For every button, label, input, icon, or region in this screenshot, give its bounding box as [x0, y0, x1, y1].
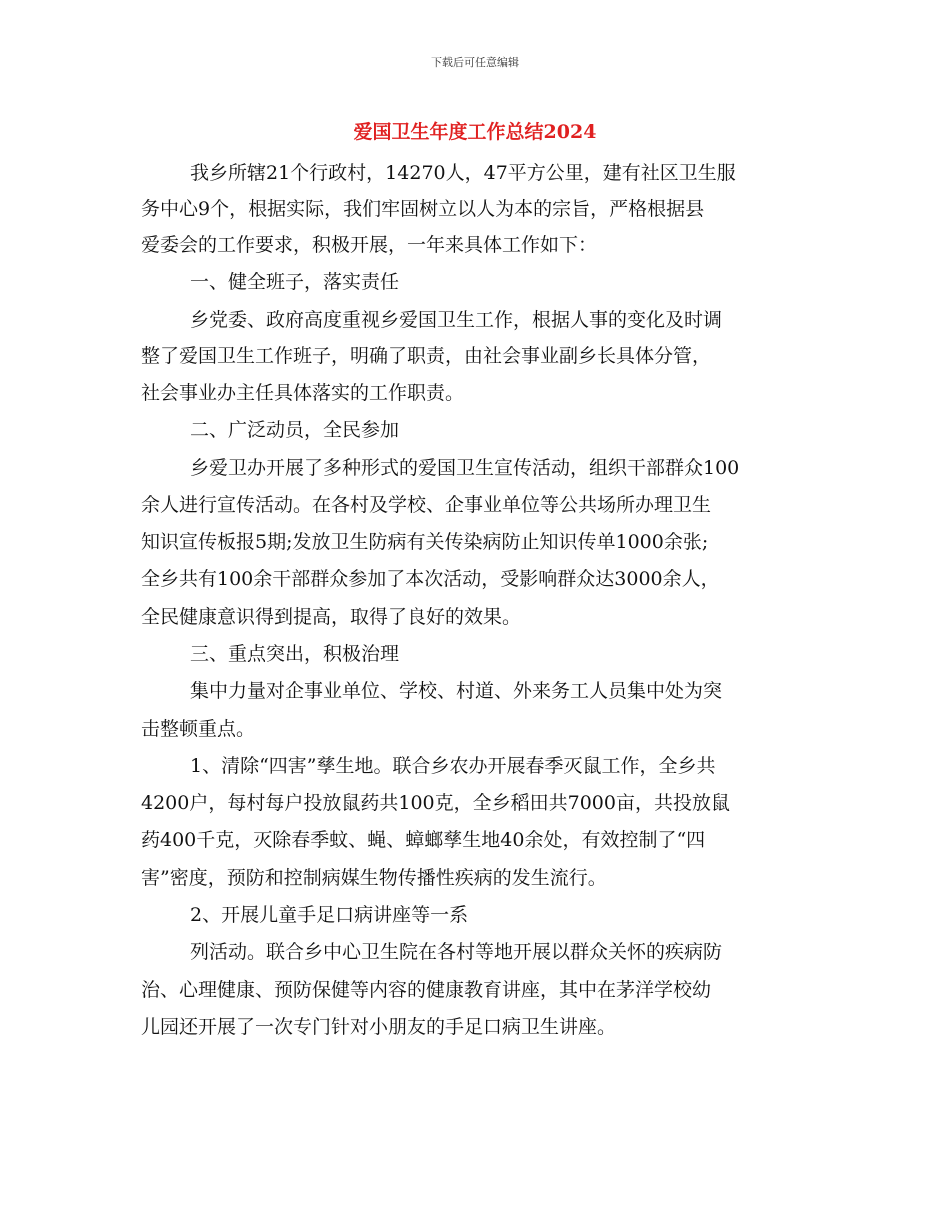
paragraph-line: 害”密度，预防和控制病媒生物传播性疾病的发生流行。 — [141, 867, 607, 889]
paragraph-line: 知识宣传板报5期;发放卫生防病有关传染病防止知识传单1000余张; — [141, 531, 709, 553]
section-heading: 三、重点突出，积极治理 — [190, 643, 400, 665]
paragraph-line: 全民健康意识得到提高，取得了良好的效果。 — [141, 606, 522, 628]
paragraph-line: 整了爱国卫生工作班子，明确了职责，由社会事业副乡长具体分管， — [141, 345, 712, 367]
paragraph-line: 治、心理健康、预防保健等内容的健康教育讲座，其中在茅洋学校幼 — [141, 979, 712, 1001]
document-title: 爱国卫生年度工作总结2024 — [353, 121, 597, 143]
paragraph-line: 儿园还开展了一次专门针对小朋友的手足口病卫生讲座。 — [141, 1016, 617, 1038]
paragraph-line: 药400千克，灭除春季蚊、蝇、蟑螂孳生地40余处，有效控制了“四 — [141, 829, 706, 851]
paragraph-line: 余人进行宣传活动。在各村及学校、企事业单位等公共场所办理卫生 — [141, 494, 712, 516]
paragraph-line: 4200户，每村每户投放鼠药共100克，全乡稻田共7000亩，共投放鼠 — [141, 792, 730, 814]
paragraph-line: 社会事业办主任具体落实的工作职责。 — [141, 382, 465, 404]
section-heading: 一、健全班子，落实责任 — [190, 271, 400, 293]
paragraph-line: 我乡所辖21个行政村，14270人，47平方公里，建有社区卫生服 — [190, 162, 736, 184]
paragraph-line: 全乡共有100余干部群众参加了本次活动，受影响群众达3000余人， — [141, 568, 720, 590]
paragraph-line: 爱委会的工作要求，积极开展，一年来具体工作如下： — [141, 234, 598, 256]
paragraph-line: 集中力量对企事业单位、学校、村道、外来务工人员集中处为突 — [190, 680, 723, 702]
paragraph-line: 务中心9个，根据实际，我们牢固树立以人为本的宗旨，严格根据县 — [141, 198, 705, 220]
paragraph-line: 乡党委、政府高度重视乡爱国卫生工作，根据人事的变化及时调 — [190, 309, 723, 331]
paragraph-line: 击整顿重点。 — [141, 718, 256, 740]
paragraph-line: 乡爱卫办开展了多种形式的爱国卫生宣传活动，组织干部群众100 — [190, 457, 740, 479]
paragraph-line: 1、清除“四害”孳生地。联合乡农办开展春季灭鼠工作，全乡共 — [190, 755, 716, 777]
page-header-note: 下载后可任意编辑 — [431, 56, 519, 69]
section-heading: 二、广泛动员，全民参加 — [190, 419, 400, 441]
section-heading: 2、开展儿童手足口病讲座等一系 — [190, 904, 469, 926]
paragraph-line: 列活动。联合乡中心卫生院在各村等地开展以群众关怀的疾病防 — [190, 941, 723, 963]
